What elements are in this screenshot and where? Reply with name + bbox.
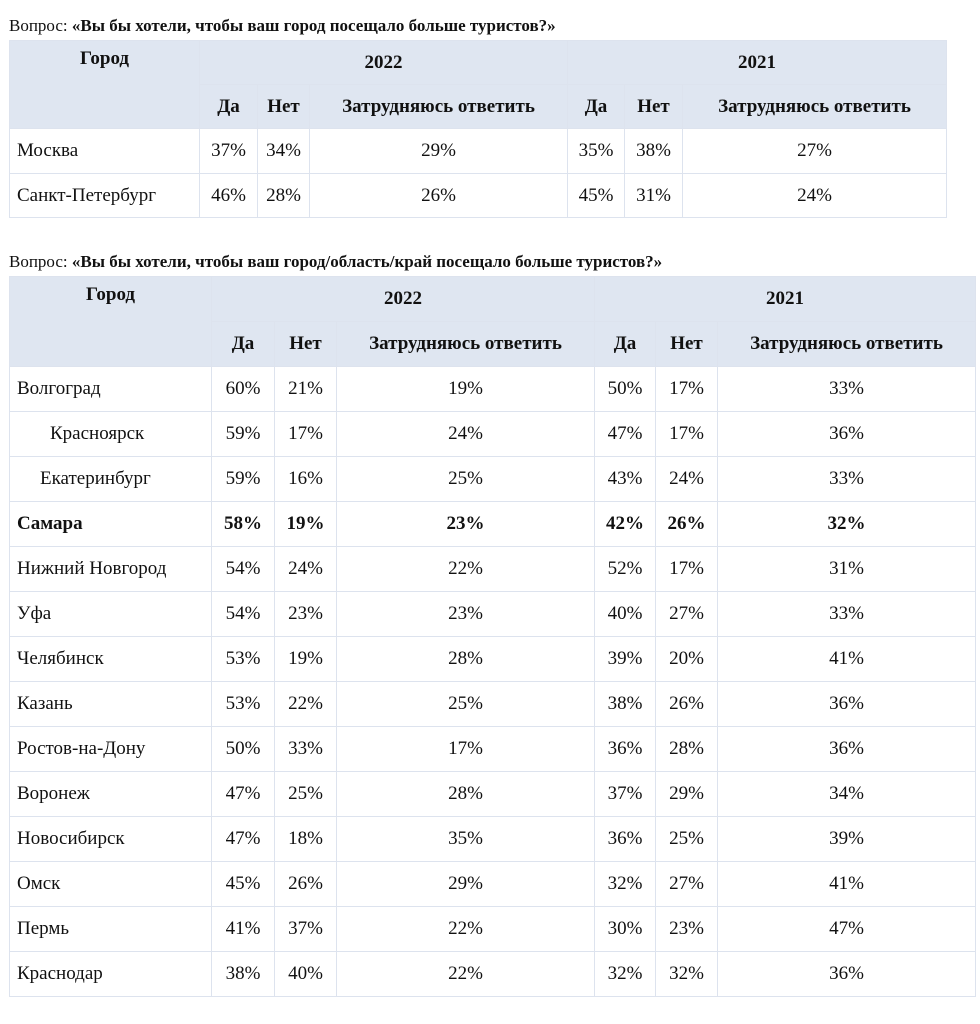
cell-value: 20% [656, 637, 718, 682]
city-name: Казань [10, 682, 212, 727]
cell-value: 22% [275, 682, 337, 727]
city-name: Санкт-Петербург [10, 174, 200, 218]
cell-value: 40% [595, 592, 656, 637]
cell-value: 26% [275, 862, 337, 907]
city-name: Новосибирск [10, 817, 212, 862]
city-name: Ростов-на-Дону [10, 727, 212, 772]
header-no: Нет [656, 322, 718, 367]
cell-value: 17% [337, 727, 595, 772]
header-no: Нет [625, 85, 683, 129]
cell-value: 47% [212, 772, 275, 817]
cell-value: 16% [275, 457, 337, 502]
cell-value: 19% [337, 367, 595, 412]
header-unsure: Затрудняюсь ответить [718, 322, 976, 367]
cell-value: 45% [568, 174, 625, 218]
cell-value: 24% [683, 174, 947, 218]
cell-value: 41% [212, 907, 275, 952]
table-row [10, 907, 976, 952]
city-name: Нижний Новгород [10, 547, 212, 592]
cell-value: 39% [595, 637, 656, 682]
table-row [10, 547, 976, 592]
header-year-2022: 2022 [212, 277, 595, 322]
table-row [10, 952, 976, 997]
cell-value: 38% [212, 952, 275, 997]
cell-value: 25% [337, 682, 595, 727]
city-name: Омск [10, 862, 212, 907]
cell-value: 29% [310, 129, 568, 174]
cell-value: 27% [656, 592, 718, 637]
table-row [10, 817, 976, 862]
city-name: Москва [10, 129, 200, 174]
table-row [10, 367, 976, 412]
cell-value: 54% [212, 547, 275, 592]
cell-value: 52% [595, 547, 656, 592]
cell-value: 54% [212, 592, 275, 637]
cell-value: 37% [595, 772, 656, 817]
header-no: Нет [258, 85, 310, 129]
table-row [10, 637, 976, 682]
cell-value: 29% [337, 862, 595, 907]
cell-value: 60% [212, 367, 275, 412]
cell-value: 39% [718, 817, 976, 862]
city-name: Краснодар [10, 952, 212, 997]
header-year-2021: 2021 [568, 41, 947, 85]
cell-value: 27% [683, 129, 947, 174]
cell-value: 36% [595, 727, 656, 772]
cell-value: 23% [337, 592, 595, 637]
cell-value: 36% [718, 412, 976, 457]
cell-value: 45% [212, 862, 275, 907]
table-row [10, 727, 976, 772]
question-1 [9, 16, 556, 36]
header-unsure: Затрудняюсь ответить [683, 85, 947, 129]
cell-value: 33% [275, 727, 337, 772]
cell-value: 34% [258, 129, 310, 174]
question-2-text: «Вы бы хотели, чтобы ваш город/область/край посещало больше туристов?» [71, 252, 663, 271]
header-yes: Да [595, 322, 656, 367]
cell-value: 47% [212, 817, 275, 862]
cell-value: 42% [595, 502, 656, 547]
city-name: Челябинск [10, 637, 212, 682]
header-yes: Да [200, 85, 258, 129]
cell-value: 43% [595, 457, 656, 502]
cell-value: 36% [718, 952, 976, 997]
cell-value: 26% [310, 174, 568, 218]
header-year-2022: 2022 [200, 41, 568, 85]
header-year-2021: 2021 [595, 277, 976, 322]
cell-value: 40% [275, 952, 337, 997]
cell-value: 31% [718, 547, 976, 592]
cell-value: 28% [258, 174, 310, 218]
cell-value: 37% [200, 129, 258, 174]
city-name: Пермь [10, 907, 212, 952]
table-row [10, 457, 976, 502]
cell-value: 19% [275, 502, 337, 547]
cell-value: 50% [212, 727, 275, 772]
cell-value: 31% [625, 174, 683, 218]
cell-value: 23% [275, 592, 337, 637]
cell-value: 36% [718, 682, 976, 727]
cell-value: 32% [718, 502, 976, 547]
cell-value: 19% [275, 637, 337, 682]
cell-value: 28% [337, 772, 595, 817]
city-name: Уфа [10, 592, 212, 637]
cell-value: 38% [595, 682, 656, 727]
city-name: Самара [10, 502, 212, 547]
cell-value: 50% [595, 367, 656, 412]
cell-value: 58% [212, 502, 275, 547]
cell-value: 35% [568, 129, 625, 174]
cell-value: 33% [718, 592, 976, 637]
survey-table-2 [9, 276, 976, 997]
table-row [10, 129, 947, 174]
cell-value: 47% [595, 412, 656, 457]
question-1-text: «Вы бы хотели, чтобы ваш город посещало больше туристов?» [71, 16, 556, 35]
cell-value: 24% [656, 457, 718, 502]
cell-value: 37% [275, 907, 337, 952]
cell-value: 25% [275, 772, 337, 817]
cell-value: 59% [212, 412, 275, 457]
header-unsure: Затрудняюсь ответить [310, 85, 568, 129]
cell-value: 17% [656, 367, 718, 412]
cell-value: 24% [337, 412, 595, 457]
cell-value: 25% [656, 817, 718, 862]
header-city: Город [10, 41, 200, 129]
cell-value: 25% [337, 457, 595, 502]
cell-value: 33% [718, 367, 976, 412]
cell-value: 47% [718, 907, 976, 952]
city-name: Волгоград [10, 367, 212, 412]
header-yes: Да [568, 85, 625, 129]
cell-value: 26% [656, 682, 718, 727]
table-row [10, 502, 976, 547]
table-row [10, 682, 976, 727]
cell-value: 30% [595, 907, 656, 952]
cell-value: 35% [337, 817, 595, 862]
cell-value: 41% [718, 637, 976, 682]
cell-value: 53% [212, 637, 275, 682]
question-2 [9, 252, 662, 272]
cell-value: 29% [656, 772, 718, 817]
cell-value: 17% [656, 547, 718, 592]
cell-value: 28% [656, 727, 718, 772]
cell-value: 27% [656, 862, 718, 907]
cell-value: 22% [337, 952, 595, 997]
cell-value: 17% [656, 412, 718, 457]
table-row [10, 412, 976, 457]
cell-value: 18% [275, 817, 337, 862]
cell-value: 32% [595, 862, 656, 907]
cell-value: 36% [595, 817, 656, 862]
cell-value: 32% [595, 952, 656, 997]
cell-value: 24% [275, 547, 337, 592]
cell-value: 36% [718, 727, 976, 772]
cell-value: 38% [625, 129, 683, 174]
cell-value: 33% [718, 457, 976, 502]
header-unsure: Затрудняюсь ответить [337, 322, 595, 367]
question-2-prefix: Вопрос: [9, 252, 72, 271]
cell-value: 28% [337, 637, 595, 682]
cell-value: 22% [337, 547, 595, 592]
question-1-prefix: Вопрос: [9, 16, 72, 35]
cell-value: 32% [656, 952, 718, 997]
table-row [10, 862, 976, 907]
header-city: Город [10, 277, 212, 367]
cell-value: 17% [275, 412, 337, 457]
cell-value: 23% [337, 502, 595, 547]
header-no: Нет [275, 322, 337, 367]
cell-value: 53% [212, 682, 275, 727]
table-row [10, 174, 947, 218]
city-name: Красноярск [10, 412, 212, 457]
cell-value: 46% [200, 174, 258, 218]
cell-value: 21% [275, 367, 337, 412]
cell-value: 26% [656, 502, 718, 547]
city-name: Воронеж [10, 772, 212, 817]
table-row [10, 772, 976, 817]
cell-value: 34% [718, 772, 976, 817]
table-row [10, 592, 976, 637]
cell-value: 22% [337, 907, 595, 952]
cell-value: 41% [718, 862, 976, 907]
cell-value: 23% [656, 907, 718, 952]
header-yes: Да [212, 322, 275, 367]
city-name: Екатеринбург [10, 457, 212, 502]
cell-value: 59% [212, 457, 275, 502]
survey-table-1 [9, 40, 947, 218]
